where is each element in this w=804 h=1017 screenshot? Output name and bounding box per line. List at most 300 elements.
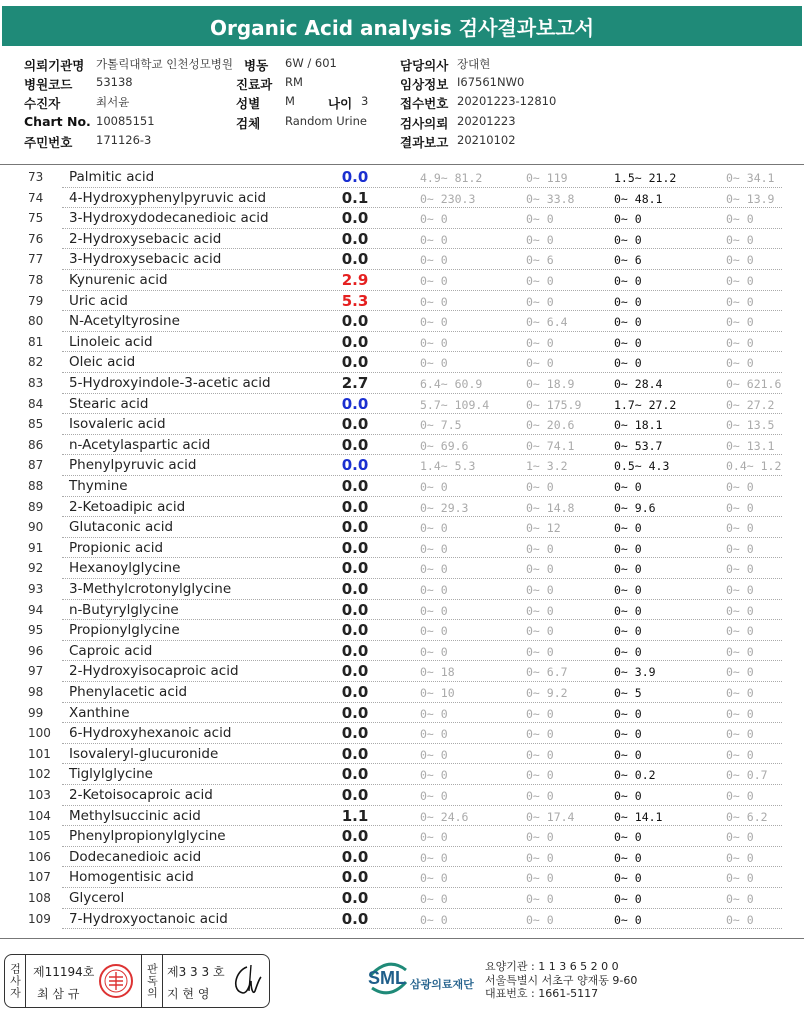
reference-range-4: 0~ 0	[726, 747, 754, 762]
reference-range-2: 1~ 3.2	[526, 459, 568, 474]
header-divider	[0, 164, 804, 165]
reference-range-1: 0~ 10	[420, 686, 455, 700]
reference-range-2: 0~ 9.2	[526, 686, 568, 700]
institution-phone: 대표번호 : 1661-5117	[485, 987, 599, 1000]
reference-range-2: 0~ 18.9	[526, 377, 575, 391]
row-number: 86	[28, 437, 44, 452]
row-dotted-leader	[62, 393, 782, 394]
reference-range-4: 0~ 0	[726, 583, 754, 597]
reference-range-1: 4.9~ 81.2	[420, 171, 483, 185]
examiner-seal-icon	[98, 963, 134, 999]
reference-range-4: 0~ 0	[726, 789, 754, 803]
analyte-name: Propionic acid	[69, 539, 164, 556]
result-value: 2.7	[341, 374, 369, 392]
reference-range-2: 0~ 175.9	[526, 397, 582, 412]
reference-range-4: 0~ 0	[726, 871, 754, 886]
analyte-name: Phenylpropionylglycine	[69, 828, 226, 845]
row-dotted-leader	[62, 537, 782, 538]
row-number: 95	[28, 623, 44, 638]
reference-range-1: 0~ 0	[420, 830, 448, 845]
reference-range-1: 0~ 0	[420, 603, 448, 618]
row-number: 85	[28, 417, 44, 432]
reference-range-3: 0~ 0	[614, 232, 642, 247]
analyte-name: Stearic acid	[69, 395, 149, 412]
reference-range-3: 0~ 0	[614, 603, 642, 618]
analyte-name: Glycerol	[69, 890, 125, 906]
reference-range-2: 0~ 0	[526, 356, 554, 371]
reference-range-1: 0~ 0	[420, 747, 448, 762]
reference-range-2: 0~ 0	[526, 541, 554, 556]
chart-value: 10085151	[96, 114, 155, 128]
reference-range-2: 0~ 20.6	[526, 418, 575, 433]
reference-range-1: 0~ 0	[420, 480, 448, 494]
row-dotted-leader	[62, 207, 782, 208]
reference-range-1: 0~ 0	[420, 789, 448, 803]
reference-range-3: 0~ 48.1	[614, 191, 663, 206]
reference-range-3: 0~ 0	[614, 294, 642, 309]
row-number: 101	[28, 746, 51, 761]
row-number: 90	[28, 520, 44, 535]
reference-range-4: 0~ 0	[726, 603, 754, 618]
reference-range-1: 0~ 0	[420, 624, 448, 639]
reference-range-2: 0~ 0	[526, 892, 554, 906]
analyte-name: Phenylpyruvic acid	[69, 457, 197, 474]
result-row	[0, 168, 804, 189]
result-row	[0, 312, 804, 333]
reference-range-2: 0~ 17.4	[526, 809, 575, 824]
reference-range-4: 0~ 0	[726, 727, 754, 742]
result-value: 0.0	[341, 847, 369, 866]
receipt-value: 20201223-12810	[457, 94, 557, 108]
analyte-name: Methylsuccinic acid	[69, 807, 201, 824]
analyte-name: 2-Hydroxysebacic acid	[69, 230, 222, 247]
result-row	[0, 498, 804, 519]
analyte-name: Oleic acid	[69, 354, 136, 371]
reference-range-4: 0~ 34.1	[726, 171, 775, 185]
result-value: 0.0	[341, 497, 369, 516]
result-row	[0, 395, 804, 416]
requester-value: 가톨릭대학교 인천성모병원	[96, 57, 233, 71]
result-row	[0, 848, 804, 869]
report-date-value: 20210102	[457, 133, 516, 147]
reference-range-2: 0~ 0	[526, 644, 554, 659]
reference-range-2: 0~ 0	[526, 294, 554, 309]
reference-range-4: 0~ 0	[726, 253, 754, 268]
reference-range-2: 0~ 74.1	[526, 438, 575, 453]
reference-range-1: 0~ 0	[420, 294, 448, 309]
reference-range-2: 0~ 0	[526, 768, 554, 783]
reference-range-3: 0~ 0	[614, 892, 642, 906]
result-row	[0, 271, 804, 292]
reference-range-1: 0~ 0	[420, 871, 448, 886]
reference-range-4: 0~ 0	[726, 830, 754, 845]
reference-range-4: 0~ 0	[726, 706, 754, 721]
institution-code: 요양기관 : 1 1 3 6 5 2 0 0	[485, 960, 619, 973]
result-value: 0.0	[341, 641, 369, 660]
result-row	[0, 745, 804, 766]
reference-range-3: 0~ 0	[614, 830, 642, 845]
result-row	[0, 250, 804, 271]
row-number: 88	[28, 479, 44, 493]
row-number: 98	[28, 685, 44, 699]
analyte-name: n-Butyrylglycine	[69, 601, 179, 618]
receipt-label: 접수번호	[400, 96, 449, 111]
reference-range-3: 0~ 0	[614, 850, 642, 865]
row-number: 74	[28, 190, 44, 205]
analyte-name: Dodecanedioic acid	[69, 848, 202, 865]
reference-range-4: 0~ 621.6	[726, 377, 782, 391]
reviewer-name: 지 현 영	[167, 987, 210, 1001]
row-number: 102	[28, 767, 51, 782]
reference-range-4: 0~ 0	[726, 562, 754, 577]
reference-range-1: 0~ 0	[420, 850, 448, 865]
request-label: 검사의뢰	[400, 116, 449, 131]
reference-range-2: 0~ 6.7	[526, 665, 568, 680]
analyte-name: Kynurenic acid	[69, 272, 168, 288]
analyte-name: Linoleic acid	[69, 333, 153, 350]
row-dotted-leader	[62, 887, 782, 888]
result-value: 0.0	[341, 827, 369, 846]
analyte-name: 3-Hydroxysebacic acid	[69, 251, 222, 268]
reference-range-4: 0~ 0	[726, 356, 754, 371]
row-number: 99	[28, 705, 44, 720]
reference-range-1: 0~ 0	[420, 912, 448, 927]
row-number: 77	[28, 252, 44, 267]
reference-range-2: 0~ 0	[526, 871, 554, 886]
reference-range-1: 0~ 0	[420, 727, 448, 742]
result-row	[0, 353, 804, 374]
reference-range-4: 0~ 0	[726, 232, 754, 247]
specimen-value: Random Urine	[285, 114, 367, 128]
result-value: 0.0	[341, 332, 369, 351]
result-row	[0, 456, 804, 477]
row-number: 91	[28, 540, 44, 555]
reference-range-1: 0~ 0	[420, 315, 448, 330]
row-dotted-leader	[62, 805, 782, 806]
reference-range-1: 0~ 0	[420, 706, 448, 721]
result-row	[0, 889, 804, 910]
reference-range-2: 0~ 0	[526, 562, 554, 577]
row-number: 78	[28, 273, 44, 287]
result-row	[0, 436, 804, 457]
reference-range-4: 0~ 0	[726, 274, 754, 288]
result-row	[0, 642, 804, 663]
result-row	[0, 704, 804, 725]
result-value: 0.1	[341, 188, 369, 207]
result-value: 0.0	[341, 538, 369, 557]
reference-range-2: 0~ 0	[526, 789, 554, 803]
info-row-5	[0, 133, 804, 151]
analyte-name: 2-Ketoadipic acid	[69, 498, 186, 515]
row-number: 100	[28, 726, 51, 741]
reference-range-2: 0~ 0	[526, 727, 554, 742]
result-row	[0, 292, 804, 313]
reference-range-1: 5.7~ 109.4	[420, 397, 490, 412]
sml-logo	[366, 956, 486, 1000]
analyte-name: Xanthine	[69, 704, 130, 721]
reference-range-3: 0~ 0	[614, 871, 642, 886]
reference-range-1: 6.4~ 60.9	[420, 377, 483, 391]
reference-range-3: 0~ 0	[614, 747, 642, 762]
reference-range-3: 0~ 0	[614, 912, 642, 927]
row-number: 81	[28, 334, 44, 349]
dept-label: 진료과	[236, 77, 273, 92]
row-dotted-leader	[62, 619, 782, 620]
result-value: 0.0	[341, 744, 369, 763]
reference-range-1: 0~ 18	[420, 665, 455, 680]
reference-range-4: 0~ 0	[726, 521, 754, 536]
reference-range-3: 0~ 0	[614, 335, 642, 350]
age-label: 나이	[328, 96, 353, 111]
result-row	[0, 580, 804, 601]
row-dotted-leader	[62, 846, 782, 847]
row-dotted-leader	[62, 784, 782, 785]
result-value: 0.0	[341, 518, 369, 537]
result-value: 0.0	[341, 909, 369, 928]
reference-range-3: 0~ 0	[614, 583, 642, 597]
row-number: 96	[28, 643, 44, 658]
row-dotted-leader	[62, 187, 782, 188]
reviewer-license: 제3 3 3 호	[167, 965, 225, 979]
row-number: 104	[28, 808, 51, 823]
row-dotted-leader	[62, 351, 782, 352]
reference-range-4: 0~ 27.2	[726, 397, 775, 412]
reference-range-3: 0~ 0	[614, 356, 642, 371]
reference-range-2: 0~ 6.4	[526, 315, 568, 330]
reference-range-3: 0~ 3.9	[614, 665, 656, 680]
reference-range-3: 0~ 0	[614, 727, 642, 742]
reference-range-2: 0~ 0	[526, 232, 554, 247]
result-value: 0.0	[341, 724, 369, 743]
report-footer	[0, 948, 804, 1017]
result-value: 0.0	[341, 621, 369, 640]
logo-text: SML	[368, 968, 406, 988]
analyte-name: Glutaconic acid	[69, 519, 174, 536]
institution-info	[485, 960, 637, 1001]
reference-range-1: 0~ 0	[420, 562, 448, 577]
reference-range-4: 0~ 0	[726, 892, 754, 906]
row-dotted-leader	[62, 496, 782, 497]
row-dotted-leader	[62, 660, 782, 661]
analyte-name: 7-Hydroxyoctanoic acid	[69, 910, 228, 927]
reference-range-4: 0~ 0	[726, 500, 754, 515]
info-row-2	[0, 75, 804, 93]
result-row	[0, 621, 804, 642]
row-dotted-leader	[62, 290, 782, 291]
patient-label: 수진자	[24, 96, 61, 111]
row-dotted-leader	[62, 681, 782, 682]
row-number: 107	[28, 870, 51, 885]
reference-range-3: 0~ 5	[614, 686, 642, 700]
row-number: 97	[28, 664, 44, 679]
reference-range-2: 0~ 12	[526, 521, 561, 536]
logo-org: 삼광의료재단	[410, 978, 474, 991]
reference-range-1: 0~ 0	[420, 644, 448, 659]
examiner-name: 최 삼 규	[37, 987, 80, 1001]
analyte-name: Phenylacetic acid	[69, 684, 188, 700]
result-row	[0, 230, 804, 251]
row-dotted-leader	[62, 928, 782, 929]
id-label: 주민번호	[24, 135, 73, 150]
result-value: 0.0	[341, 168, 369, 186]
sex-label: 성별	[236, 96, 261, 111]
result-row	[0, 189, 804, 210]
reference-range-4: 0~ 13.9	[726, 191, 775, 206]
reference-range-4: 0~ 0	[726, 686, 754, 700]
reference-range-3: 0~ 0.2	[614, 768, 656, 783]
reference-range-1: 0~ 0	[420, 356, 448, 371]
reference-range-4: 0~ 0	[726, 212, 754, 227]
dept-value: RM	[285, 75, 303, 89]
row-number: 82	[28, 355, 44, 370]
row-number: 93	[28, 582, 44, 596]
reference-range-1: 0~ 0	[420, 583, 448, 597]
reference-range-2: 0~ 0	[526, 212, 554, 227]
reference-range-4: 0~ 6.2	[726, 809, 768, 824]
doctor-label: 담당의사	[400, 58, 449, 73]
ward-label: 병동	[244, 58, 269, 73]
footer-divider	[0, 938, 804, 939]
row-number: 83	[28, 376, 44, 390]
report-date-label: 결과보고	[400, 135, 449, 150]
result-row	[0, 415, 804, 436]
reference-range-3: 0.5~ 4.3	[614, 459, 670, 474]
analyte-name: n-Acetylaspartic acid	[69, 436, 211, 453]
result-row	[0, 662, 804, 683]
result-value: 0.0	[341, 868, 369, 887]
analyte-name: N-Acetyltyrosine	[69, 313, 180, 330]
reference-range-2: 0~ 119	[526, 171, 568, 185]
reference-range-1: 0~ 0	[420, 212, 448, 227]
row-dotted-leader	[62, 640, 782, 641]
result-value: 0.0	[341, 683, 369, 701]
reference-range-3: 1.7~ 27.2	[614, 397, 677, 412]
reference-range-1: 0~ 29.3	[420, 500, 469, 515]
row-dotted-leader	[62, 908, 782, 909]
reference-range-3: 0~ 0	[614, 521, 642, 536]
reference-range-3: 0~ 0	[614, 274, 642, 288]
result-value: 0.0	[341, 600, 369, 619]
reference-range-2: 0~ 0	[526, 603, 554, 618]
info-row-4	[0, 114, 804, 132]
row-dotted-leader	[62, 475, 782, 476]
reference-range-3: 0~ 0	[614, 624, 642, 639]
requester-label: 의뢰기관명	[24, 58, 85, 73]
reference-range-1: 0~ 69.6	[420, 438, 469, 453]
analyte-name: Propionylglycine	[69, 622, 180, 639]
reviewer-signature-icon	[229, 961, 265, 1001]
row-number: 108	[28, 891, 51, 905]
analyte-name: 3-Hydroxydodecanedioic acid	[69, 210, 269, 227]
analyte-name: 5-Hydroxyindole-3-acetic acid	[69, 375, 271, 391]
row-dotted-leader	[62, 866, 782, 867]
row-number: 79	[28, 293, 44, 308]
row-number: 75	[28, 211, 44, 226]
row-dotted-leader	[62, 557, 782, 558]
reference-range-3: 0~ 0	[614, 541, 642, 556]
result-value: 0.0	[341, 415, 369, 434]
reference-range-3: 0~ 28.4	[614, 377, 663, 391]
reference-range-3: 0~ 53.7	[614, 438, 663, 453]
reference-range-1: 1.4~ 5.3	[420, 459, 476, 474]
analyte-name: Thymine	[69, 478, 128, 494]
reference-range-2: 0~ 0	[526, 624, 554, 639]
result-value: 0.0	[341, 662, 369, 681]
reference-range-1: 0~ 0	[420, 768, 448, 783]
row-dotted-leader	[62, 331, 782, 332]
reference-range-2: 0~ 0	[526, 706, 554, 721]
reference-range-4: 0~ 0	[726, 850, 754, 865]
result-row	[0, 910, 804, 931]
result-value: 1.1	[341, 806, 369, 825]
row-number: 105	[28, 829, 51, 844]
row-dotted-leader	[62, 228, 782, 229]
row-dotted-leader	[62, 269, 782, 270]
analyte-name: 2-Ketoisocaproic acid	[69, 787, 213, 803]
reference-range-2: 0~ 14.8	[526, 500, 575, 515]
institution-address: 서울특별시 서초구 양재동 9-60	[485, 973, 638, 987]
reference-range-3: 0~ 0	[614, 789, 642, 803]
result-row	[0, 559, 804, 580]
analyte-name: Isovaleric acid	[69, 416, 166, 433]
reference-range-2: 0~ 0	[526, 830, 554, 845]
row-dotted-leader	[62, 434, 782, 435]
reference-range-2: 0~ 0	[526, 912, 554, 927]
clinical-value: I67561NW0	[457, 75, 525, 89]
result-row	[0, 477, 804, 498]
result-value: 0.0	[341, 353, 369, 372]
reference-range-2: 0~ 0	[526, 583, 554, 597]
analyte-name: 2-Hydroxyisocaproic acid	[69, 663, 239, 680]
chart-label: Chart No.	[24, 114, 91, 129]
result-value: 2.9	[341, 271, 369, 289]
reference-range-1: 0~ 230.3	[420, 191, 476, 206]
reference-range-4: 0~ 0	[726, 480, 754, 494]
reference-range-1: 0~ 0	[420, 232, 448, 247]
analyte-name: 4-Hydroxyphenylpyruvic acid	[69, 189, 267, 206]
examiner-label	[5, 955, 26, 1007]
analyte-name: Homogentisic acid	[69, 869, 194, 886]
hospital-code-label: 병원코드	[24, 77, 73, 92]
reference-range-3: 0~ 6	[614, 253, 642, 268]
reference-range-3: 0~ 9.6	[614, 500, 656, 515]
reference-range-2: 0~ 0	[526, 480, 554, 494]
reference-range-4: 0~ 0	[726, 541, 754, 556]
reference-range-1: 0~ 0	[420, 541, 448, 556]
result-value: 0.0	[341, 209, 369, 228]
reference-range-4: 0~ 13.1	[726, 438, 775, 453]
reference-range-4: 0~ 0	[726, 665, 754, 680]
result-value: 0.0	[341, 229, 369, 248]
result-row	[0, 724, 804, 745]
row-dotted-leader	[62, 372, 782, 373]
request-value: 20201223	[457, 114, 516, 128]
reference-range-1: 0~ 7.5	[420, 418, 462, 433]
row-number: 87	[28, 458, 44, 473]
reference-range-3: 0~ 0	[614, 315, 642, 330]
row-number: 89	[28, 499, 44, 514]
row-number: 103	[28, 788, 51, 802]
analyte-name: Palmitic acid	[69, 169, 155, 185]
reference-range-1: 0~ 0	[420, 335, 448, 350]
reference-range-4: 0~ 0	[726, 624, 754, 639]
sex-value: M	[285, 94, 295, 108]
row-dotted-leader	[62, 310, 782, 311]
reference-range-2: 0~ 0	[526, 747, 554, 762]
signature-box	[4, 954, 270, 1008]
row-number: 92	[28, 561, 44, 576]
row-dotted-leader	[62, 516, 782, 517]
